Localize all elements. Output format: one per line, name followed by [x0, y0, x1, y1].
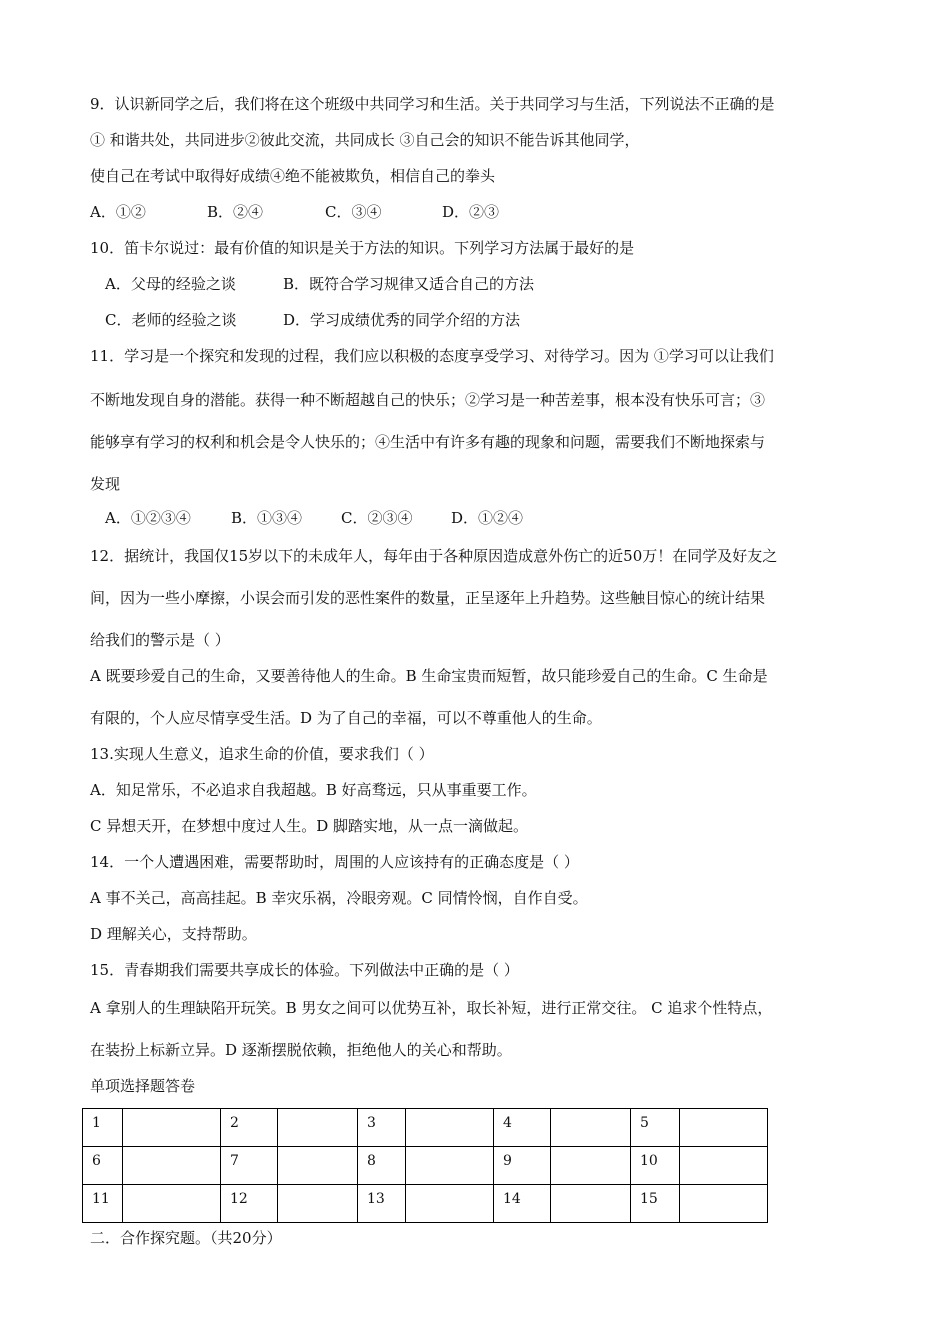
answer-sheet-title: 单项选择题答卷	[90, 1077, 196, 1095]
question-number-cell: 6	[83, 1147, 123, 1185]
q11-stem-line-4: 发现	[90, 475, 121, 493]
q12-stem-line-2: 间，因为一些小摩擦，小误会而引发的恶性案件的数量，正呈逐年上升趋势。这些触目惊心的统计结果	[90, 589, 766, 607]
q14-options-line-2: D 理解关心，支持帮助。	[90, 925, 257, 943]
q11-options	[105, 508, 523, 528]
answer-cell[interactable]	[406, 1185, 494, 1223]
question-number-cell: 10	[631, 1147, 680, 1185]
section-2-title: 二．合作探究题。（共20分）	[90, 1229, 282, 1247]
q11-stem-line-1: 11．学习是一个探究和发现的过程，我们应以积极的态度享受学习、对待学习。因为 ①学习可以让我们	[90, 347, 774, 365]
answer-cell[interactable]	[278, 1147, 358, 1185]
q9-statements-line-1: ① 和谐共处，共同进步②彼此交流，共同成长 ③自己会的知识不能告诉其他同学，	[90, 131, 640, 149]
q9-stem: 9．认识新同学之后，我们将在这个班级中共同学习和生活。关于共同学习与生活，下列说法不正确的是	[90, 95, 775, 113]
question-number-cell: 1	[83, 1109, 123, 1147]
answer-cell[interactable]	[278, 1109, 358, 1147]
question-number-cell: 14	[494, 1185, 551, 1223]
question-number-cell: 9	[494, 1147, 551, 1185]
q10-option-c: C．老师的经验之谈	[105, 311, 237, 329]
answer-cell[interactable]	[680, 1109, 768, 1147]
q10-option-a: A．父母的经验之谈	[105, 275, 236, 293]
q11-option-b: B．①③④	[231, 509, 303, 527]
question-number-cell: 8	[358, 1147, 406, 1185]
q12-options-line-2: 有限的，个人应尽情享受生活。D 为了自己的幸福，可以不尊重他人的生命。	[90, 709, 602, 727]
question-number-cell: 4	[494, 1109, 551, 1147]
q9-option-b: B．②④	[207, 203, 264, 221]
q9-statements-line-2: 使自己在考试中取得好成绩④绝不能被欺负，相信自己的拳头	[90, 167, 496, 185]
answer-row	[83, 1147, 768, 1185]
q11-stem-line-2: 不断地发现自身的潜能。获得一种不断超越自己的快乐；②学习是一种苦差事，根本没有快乐可言；③	[90, 391, 766, 409]
q12-options-line-1: A 既要珍爱自己的生命，又要善待他人的生命。B 生命宝贵而短暂，故只能珍爱自己的生命。C 生命是	[90, 667, 768, 685]
answer-row	[83, 1109, 768, 1147]
question-number-cell: 3	[358, 1109, 406, 1147]
q10-options-row-1	[105, 274, 534, 294]
q11-option-c: C．②③④	[341, 509, 413, 527]
question-number-cell: 7	[221, 1147, 278, 1185]
q15-options-line-2: 在装扮上标新立异。D 逐渐摆脱依赖，拒绝他人的关心和帮助。	[90, 1041, 512, 1059]
question-number-cell: 5	[631, 1109, 680, 1147]
q10-option-b: B．既符合学习规律又适合自己的方法	[283, 275, 535, 293]
q9-option-a: A．①②	[90, 203, 146, 221]
answer-row	[83, 1185, 768, 1223]
q15-options-line-1: A 拿别人的生理缺陷开玩笑。B 男女之间可以优势互补，取长补短，进行正常交往。 C 追求个性特点，	[90, 999, 773, 1017]
q15-stem: 15．青春期我们需要共享成长的体验。下列做法中正确的是（ ）	[90, 961, 519, 979]
q11-stem-line-3: 能够享有学习的权利和机会是令人快乐的；④生活中有许多有趣的现象和问题，需要我们不断地探索与	[90, 433, 766, 451]
q13-options-line-2: C 异想天开，在梦想中度过人生。D 脚踏实地，从一点一滴做起。	[90, 817, 529, 835]
q9-option-c: C．③④	[325, 203, 382, 221]
q14-options-line-1: A 事不关己，高高挂起。B 幸灾乐祸，冷眼旁观。C 同情怜悯，自作自受。	[90, 889, 588, 907]
question-number-cell: 13	[358, 1185, 406, 1223]
answer-cell[interactable]	[680, 1147, 768, 1185]
answer-cell[interactable]	[278, 1185, 358, 1223]
q13-options-line-1: A．知足常乐，不必追求自我超越。B 好高骛远，只从事重要工作。	[90, 781, 537, 799]
answer-cell[interactable]	[123, 1109, 221, 1147]
q12-stem-line-1: 12．据统计，我国仅15岁以下的未成年人，每年由于各种原因造成意外伤亡的近50万！在同学及好友之	[90, 547, 778, 565]
q11-option-a: A．①②③④	[105, 509, 191, 527]
question-number-cell: 11	[83, 1185, 123, 1223]
q10-option-d: D．学习成绩优秀的同学介绍的方法	[283, 311, 521, 329]
q11-option-d: D．①②④	[451, 509, 524, 527]
q9-options	[90, 202, 499, 222]
q10-stem: 10．笛卡尔说过：最有价值的知识是关于方法的知识。下列学习方法属于最好的是	[90, 239, 635, 257]
answer-cell[interactable]	[551, 1147, 631, 1185]
q10-options-row-2	[105, 310, 520, 330]
question-number-cell: 12	[221, 1185, 278, 1223]
question-number-cell: 2	[221, 1109, 278, 1147]
q14-stem: 14．一个人遭遇困难，需要帮助时，周围的人应该持有的正确态度是（ ）	[90, 853, 579, 871]
q12-stem-line-3: 给我们的警示是（ ）	[90, 631, 230, 649]
answer-cell[interactable]	[406, 1109, 494, 1147]
answer-cell[interactable]	[680, 1185, 768, 1223]
answer-cell[interactable]	[406, 1147, 494, 1185]
answer-cell[interactable]	[551, 1185, 631, 1223]
answer-cell[interactable]	[123, 1185, 221, 1223]
q9-option-d: D．②③	[442, 203, 500, 221]
answer-sheet-table	[82, 1108, 768, 1223]
question-number-cell: 15	[631, 1185, 680, 1223]
answer-cell[interactable]	[123, 1147, 221, 1185]
q13-stem: 13.实现人生意义，追求生命的价值，要求我们（ ）	[90, 745, 434, 763]
answer-cell[interactable]	[551, 1109, 631, 1147]
